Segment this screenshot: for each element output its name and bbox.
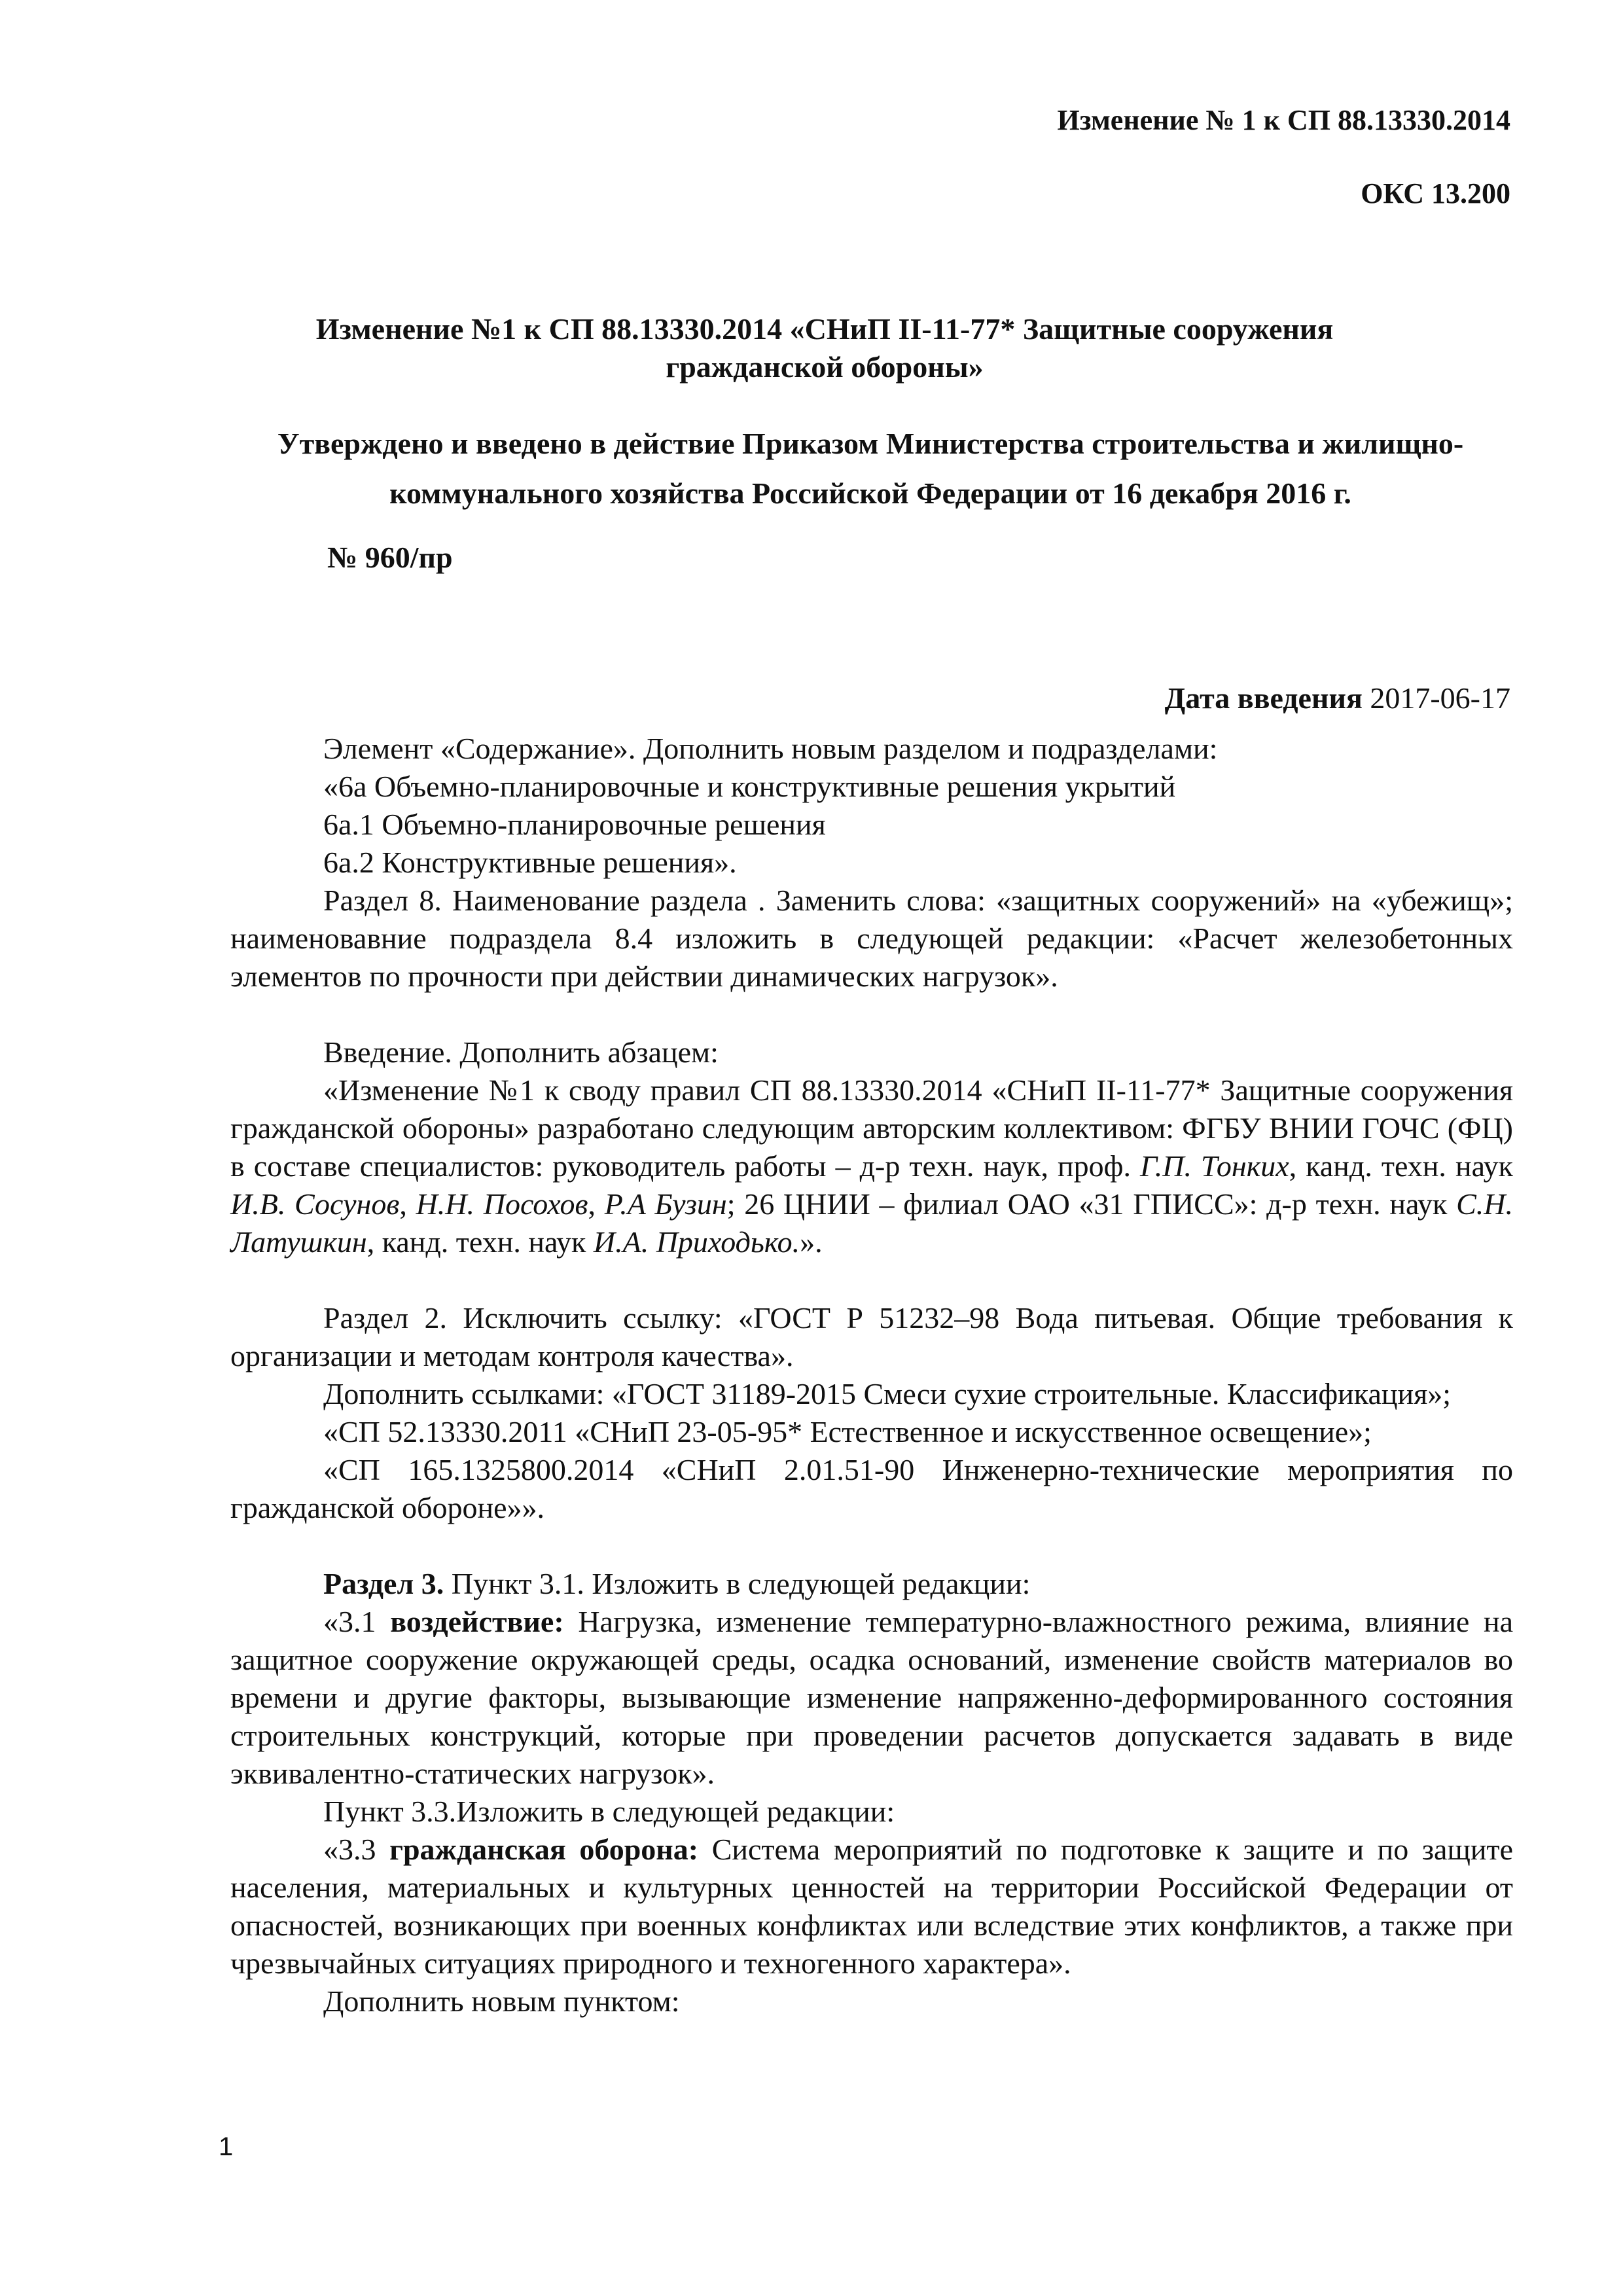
approval-statement: Утверждено и введено в действие Приказом Министерства строительства и жилищно-коммунального хозяйства Российской Федерации от 16 декабря 2016 г. [277, 427, 1464, 510]
author-name: И.В. Сосунов [230, 1187, 400, 1221]
page-number: 1 [219, 2132, 234, 2161]
amendment-header: Изменение № 1 к СП 88.13330.2014 [1057, 104, 1510, 136]
paragraph: Пункт 3.3.Изложить в следующей редакции: [323, 1795, 895, 1828]
effective-date-value: 2017-06-17 [1370, 681, 1510, 715]
paragraph: 6а.2 Конструктивные решения». [323, 846, 737, 879]
effective-date [1165, 681, 1510, 715]
paragraph: Введение. Дополнить абзацем: [323, 1035, 719, 1069]
paragraph: Раздел 8. Наименование раздела . Заменить слова: «защитных сооружений» на «убежищ»; наименовавние подраздела 8.4 изложить в следующей редакции: «Расчет железобетонных элементов по прочности при действии динамических нагрузок». [230, 884, 1513, 993]
oks-code: ОКС 13.200 [1361, 177, 1510, 209]
paragraph: «СП 52.13330.2011 «СНиП 23-05-95* Естественное и искусственное освещение»; [323, 1415, 1372, 1448]
paragraph: «СП 165.1325800.2014 «СНиП 2.01.51-90 Инженерно-технические мероприятия по гражданской обороне»». [230, 1453, 1513, 1524]
term: воздействие: [390, 1605, 564, 1638]
paragraph: Раздел 3. Пункт 3.1. Изложить в следующей редакции: [323, 1567, 1031, 1600]
author-name: С.Н. Латушкин [230, 1187, 1514, 1259]
paragraph: «6а Объемно-планировочные и конструктивные решения укрытий [323, 770, 1176, 803]
author-name: И.А. Приходько. [593, 1225, 800, 1259]
paragraph: Дополнить ссылками: «ГОСТ 31189-2015 Смеси сухие строительные. Классификация»; [323, 1377, 1452, 1410]
definition-paragraph: «3.3 гражданская оборона: Система мероприятий по подготовке к защите и по защите населения, материальных и культурных ценностей на территории Российской Федерации от опасностей, возникающих при военных конфликтах или вследствие этих конфликтов, а также при чрезвычайных ситуациях природного и техногенного характера». [230, 1833, 1514, 1980]
section-label: Раздел 3. [323, 1567, 444, 1600]
paragraph: Раздел 2. Исключить ссылку: «ГОСТ Р 51232–98 Вода питьевая. Общие требования к организации и методам контроля качества». [230, 1301, 1513, 1372]
paragraph: Дополнить новым пунктом: [323, 1984, 680, 2018]
authors-paragraph: «Изменение №1 к своду правил СП 88.13330.2014 «СНиП II-11-77* Защитные сооружения гражданской обороны» разработано следующим авторским коллективом: ФГБУ ВНИИ ГОЧС (ФЦ) в составе специалистов: руководитель работы – д-р техн. наук, проф. Г.П. Тонких, канд. техн. наук И.В. Сосунов, Н.Н. Посохов, Р.А Бузин; 26 ЦНИИ – филиал ОАО «31 ГПИСС»: д-р техн. наук С.Н. Латушкин, канд. техн. наук И.А. Приходько.». [230, 1073, 1514, 1259]
effective-date-label: Дата введения [1164, 681, 1363, 715]
author-name: Р.А Бузин [604, 1187, 727, 1221]
document-body [230, 730, 1513, 2020]
term: гражданская оборона: [389, 1833, 699, 1866]
document-title: Изменение №1 к СП 88.13330.2014 «СНиП II-11-77* Защитные сооружения гражданской обороны» [315, 312, 1334, 384]
definition-paragraph: «3.1 воздействие: Нагрузка, изменение температурно-влажностного режима, влияние на защитное сооружение окружающей среды, осадка оснований, изменение свойств материалов во времени и другие факторы, вызывающие изменение напряженно-деформированного состояния строительных конструкций, которые при проведении расчетов допускается задавать в виде эквивалентно-статических нагрузок». [230, 1605, 1513, 1790]
author-name: Н.Н. Посохов [416, 1187, 588, 1221]
paragraph: 6а.1 Объемно-планировочные решения [323, 808, 826, 841]
author-name: Г.П. Тонких [1140, 1149, 1289, 1183]
paragraph: Элемент «Содержание». Дополнить новым разделом и подразделами: [323, 732, 1218, 765]
order-number: № 960/пр [327, 541, 453, 574]
